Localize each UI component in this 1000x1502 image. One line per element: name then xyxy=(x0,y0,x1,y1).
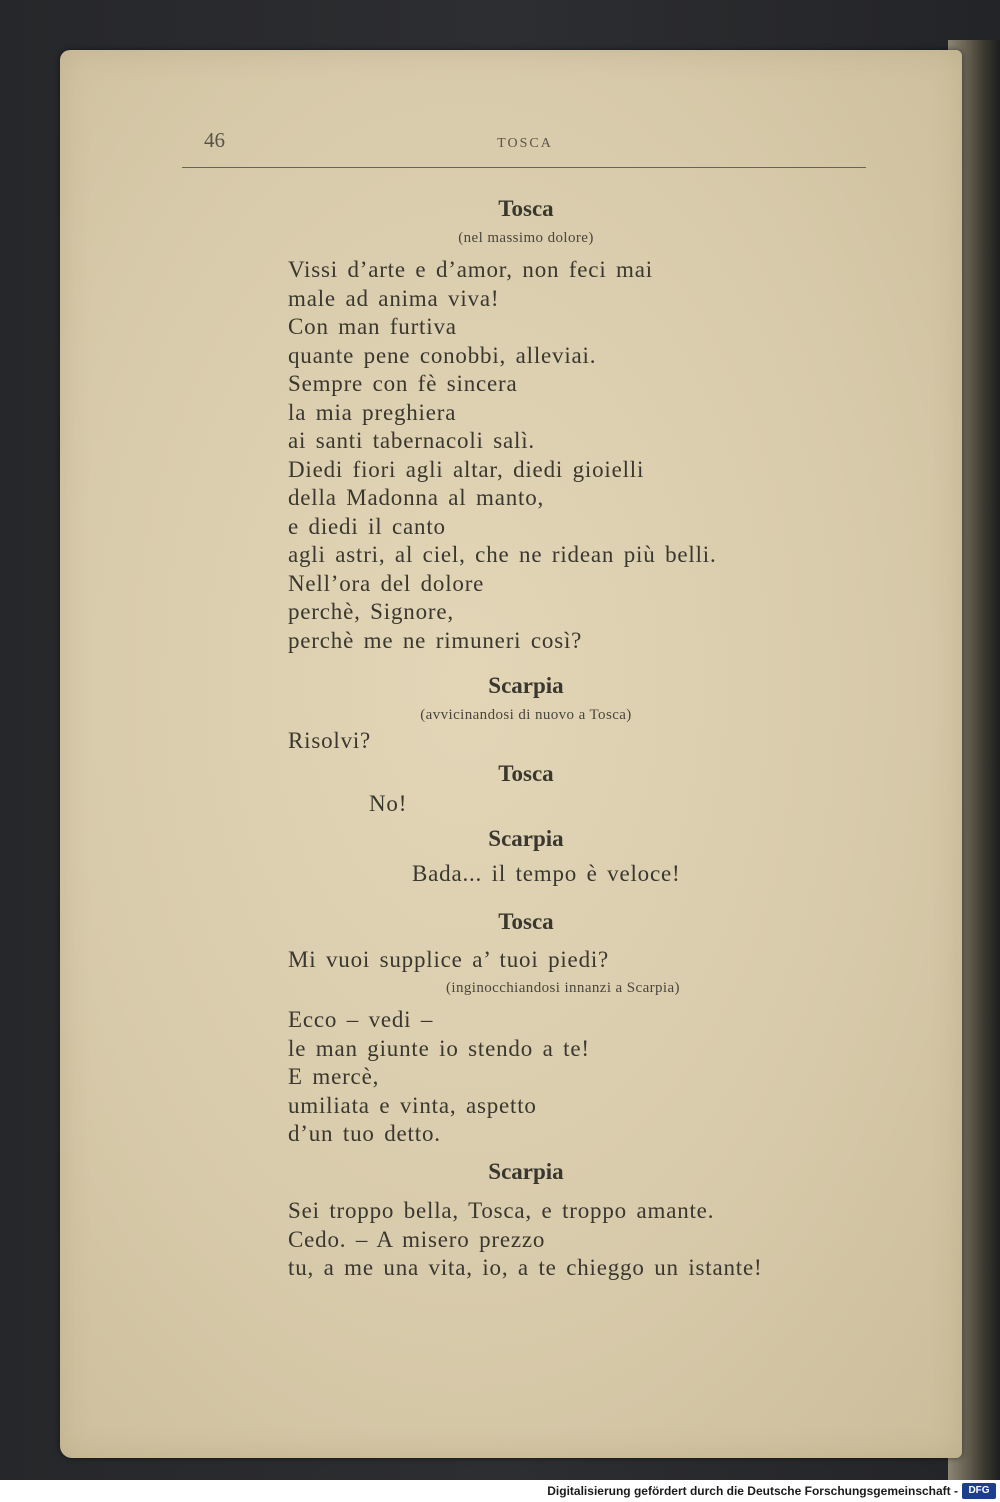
speaker-name: Scarpia xyxy=(488,1159,564,1184)
speaker-name: Tosca xyxy=(498,761,554,786)
speaker-name: Tosca xyxy=(498,909,554,934)
speaker-name: Tosca xyxy=(498,196,554,221)
verse-line: umiliata e vinta, aspetto xyxy=(288,1092,537,1118)
verse-line: le man giunte io stendo a te! xyxy=(288,1035,590,1061)
verse-block xyxy=(412,860,680,889)
verse-line: perchè, Signore, xyxy=(288,599,454,624)
header-rule xyxy=(182,167,866,168)
verse-block xyxy=(288,727,371,756)
verse-line: della Madonna al manto, xyxy=(288,485,545,510)
verse-line: Mi vuoi supplice a’ tuoi piedi? xyxy=(288,947,610,972)
verse-line: Diedi fiori agli altar, diedi gioielli xyxy=(288,456,645,482)
verse-block xyxy=(288,256,717,655)
verse-line: Sei troppo bella, Tosca, e troppo amante. xyxy=(288,1198,715,1223)
verse-line: quante pene conobbi, alleviai. xyxy=(288,342,597,368)
verse-line: Ecco – vedi – xyxy=(288,1007,434,1032)
verse-line: agli astri, al ciel, che ne ridean più belli. xyxy=(288,542,717,567)
verse-line: la mia preghiera xyxy=(288,399,457,425)
page-number: 46 xyxy=(204,128,225,152)
verse-line: Bada... il tempo è veloce! xyxy=(412,861,681,886)
verse-line: tu, a me una vita, io, a te chieggo un istante! xyxy=(288,1255,763,1280)
stage-direction: (inginocchiandosi innanzi a Scarpia) xyxy=(446,980,680,996)
verse-line: No! xyxy=(369,791,408,816)
speaker-name: Scarpia xyxy=(488,673,564,698)
speaker-name: Scarpia xyxy=(488,826,564,851)
verse-line: perchè me ne rimuneri così? xyxy=(288,627,583,653)
verse-line: e diedi il canto xyxy=(288,513,446,539)
digitization-footer xyxy=(0,1480,1000,1502)
verse-block xyxy=(288,946,609,975)
verse-line: Sempre con fè sincera xyxy=(288,371,518,396)
stage-direction: (avvicinandosi di nuovo a Tosca) xyxy=(420,707,632,723)
verse-line: Risolvi? xyxy=(288,728,372,753)
verse-line: Cedo. – A misero prezzo xyxy=(288,1226,546,1252)
verse-block xyxy=(288,1197,762,1283)
verse-block xyxy=(369,790,407,819)
verse-line: Vissi d’arte e d’amor, non feci mai xyxy=(288,257,653,282)
verse-line: male ad anima viva! xyxy=(288,285,500,311)
verse-line: ai santi tabernacoli salì. xyxy=(288,428,535,453)
book-page xyxy=(60,50,962,1458)
running-title: TOSCA xyxy=(497,136,553,151)
verse-line: Nell’ora del dolore xyxy=(288,570,485,596)
verse-line: Con man furtiva xyxy=(288,314,457,339)
dfg-logo-icon: DFG xyxy=(962,1483,996,1499)
verse-block xyxy=(288,1006,590,1149)
stage-direction: (nel massimo dolore) xyxy=(458,230,594,246)
verse-line: d’un tuo detto. xyxy=(288,1121,441,1146)
footer-credit: Digitalisierung gefördert durch die Deutsche Forschungsgemeinschaft - xyxy=(547,1484,958,1498)
verse-line: E mercè, xyxy=(288,1064,380,1089)
